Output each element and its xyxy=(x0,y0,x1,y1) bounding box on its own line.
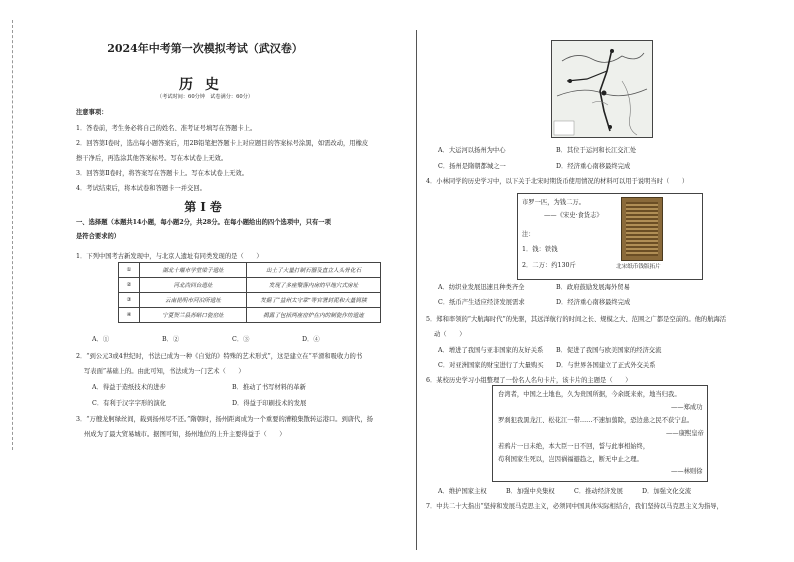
q6-option-a[interactable]: A．维护国家主权 xyxy=(438,488,487,495)
q4-stem: 4．小林同学的历史学习中，以下关于北宋时期货币使用情况的材料可以用于说明当时（ ） xyxy=(426,178,689,185)
section-instructions: 一、选择题（本题共14小题，每小题2分，共28分。在每小题给出的四个选项中，只有一项 xyxy=(76,219,331,226)
q4-option-b[interactable]: B．政府鼓励发展海外贸易 xyxy=(556,284,630,291)
site-cell: 云南昆明市河泊所遗址 xyxy=(140,293,247,308)
site-cell: 河北尚回台遗址 xyxy=(140,278,247,293)
q6-quote-2: 罗刹犯我黑龙江、松花江一带……不速加翦除，恐边患之民不获宁息。 xyxy=(498,417,694,424)
volume-title: 第Ⅰ卷 xyxy=(184,200,226,214)
q6-option-c[interactable]: C．推动经济发展 xyxy=(574,488,623,495)
q3-option-a[interactable]: A．大运河以扬州为中心 xyxy=(438,147,506,154)
q2-option-b[interactable]: B．推动了书写材料的革新 xyxy=(232,384,306,391)
note-item: 擦干净后，再选涂其他答案标号。写在本试卷上无效。 xyxy=(76,155,228,162)
q7-stem: 7．中共二十大指出“坚持和发展马克思主义，必须同中国具体实际相结合，我们坚持以马克思主义为指导， xyxy=(426,503,723,510)
q4-note-2: 2．二万：约130斤 xyxy=(522,262,576,269)
site-cell: 湖北十堰市学堂梁子遗址 xyxy=(140,263,247,278)
q6-option-d[interactable]: D．加强文化交流 xyxy=(642,488,692,495)
q5-option-b[interactable]: B．促进了我国与欧美国家的经济交流 xyxy=(556,347,662,354)
row-number: ② xyxy=(119,278,140,293)
find-cell: 发现了多座聚落内房的早地穴式房址 xyxy=(247,278,381,293)
q6-stem: 6．某校历史学习小组整理了一份名人名句卡片，该卡片的主题是（ ） xyxy=(426,377,632,384)
q4-option-a[interactable]: A．纺织业发展迅速且种类齐全 xyxy=(438,284,525,291)
table-row xyxy=(119,278,381,293)
q2-stem-cont: 写表面”基础上的。由此可知，书法成为一门艺术（ ） xyxy=(84,368,245,375)
q2-option-a[interactable]: A．得益于造纸技术的进步 xyxy=(92,384,166,391)
q6-quote-1: 台湾者，中国之土地也，久为贵国所据，今余既来索，地当归我。 xyxy=(498,391,681,398)
find-cell: 出土了大量打制石器及直立人头骨化石 xyxy=(247,263,381,278)
site-cell: 宁夏贺兰县苏峪口瓷窑址 xyxy=(140,308,247,323)
row-number: ① xyxy=(119,263,140,278)
row-number: ④ xyxy=(119,308,140,323)
exam-meta: （考试时间：60分钟 试卷满分：60分） xyxy=(156,94,254,100)
q4-quote: 市罗一匹，为钱二万。 xyxy=(522,199,585,206)
q5-option-c[interactable]: C．对亚洲国家的财宝进行了大量购买 xyxy=(438,362,544,369)
q6-author-1: ——郑成功 xyxy=(671,404,703,411)
q5-option-d[interactable]: D．与世界各国建立了正式外交关系 xyxy=(556,362,656,369)
q4-option-c[interactable]: C．纸币产生适应经济发展需求 xyxy=(438,299,525,306)
q5-option-a[interactable]: A．增进了我国与亚非国家的友好关系 xyxy=(438,347,544,354)
subject-title: 历史 xyxy=(179,77,231,93)
q3-option-d[interactable]: D．经济重心南移最终完成 xyxy=(556,163,631,170)
q1-option-d[interactable]: D．④ xyxy=(302,336,320,343)
q1-option-b[interactable]: B．② xyxy=(162,336,180,343)
q1-table xyxy=(118,262,381,323)
banknote-rubbing-image xyxy=(621,197,663,261)
note-item: 2．回答第Ⅰ卷时，选出每小题答案后，用2B铅笔把答题卡上对应题目的答案标号涂黑，如需改动，用橡皮 xyxy=(76,140,369,147)
q6-quote-3b: 若鸦片一日未绝，本大臣一日不回，誓与此事相始终， xyxy=(498,443,650,450)
note-item: 3．回答第Ⅱ卷时，将答案写在答题卡上。写在本试卷上无效。 xyxy=(76,170,249,177)
q2-option-c[interactable]: C．有利于汉字字形的演化 xyxy=(92,400,167,407)
q6-author-3: ——林则徐 xyxy=(671,468,703,475)
q4-option-d[interactable]: D．经济重心南移最终完成 xyxy=(556,299,631,306)
note-item: 1．答卷前，考生务必将自己的姓名、准考证号填写在答题卡上。 xyxy=(76,125,257,132)
map-graphic xyxy=(552,41,652,137)
note-item: 4．考试结束后，将本试卷和答题卡一并交回。 xyxy=(76,185,206,192)
q2-option-d[interactable]: D．得益于印刷技术的发展 xyxy=(232,400,307,407)
q2-stem: 2．“到公元3或4世纪时，书法已成为一种《自觉的》特殊的艺术形式”，这是建立在“平滑和吸收力的书 xyxy=(76,353,363,360)
section-instructions-cont: 是符合要求的） xyxy=(76,233,121,240)
find-cell: 发掘了“益州太守章”等官署封泥和大量简牍 xyxy=(247,293,381,308)
grand-canal-map xyxy=(551,40,653,138)
q3-option-b[interactable]: B．其位于运河和长江交汇处 xyxy=(556,147,637,154)
notes-heading: 注意事项： xyxy=(76,109,108,116)
table-row xyxy=(119,308,381,323)
q5-stem-cont: 动（ ） xyxy=(434,331,466,338)
q1-stem: 1．下列中国考古新发现中，与北京人遗址有同类发现的是（ ） xyxy=(76,253,263,260)
table-row xyxy=(119,293,381,308)
q4-note-label: 注： xyxy=(522,231,535,238)
q3-stem-cont: 州成为了最大贸易城市。据图可知，扬州地位的上升主要得益于（ ） xyxy=(84,431,286,438)
q6-quote-3: 苟利国家生死以，岂因祸福避趋之，断无中止之理。 xyxy=(498,456,643,463)
table-row xyxy=(119,263,381,278)
q6-author-2: ——康熙皇帝 xyxy=(666,430,704,437)
exam-title: 2024年中考第一次模拟考试（武汉卷） xyxy=(107,42,303,55)
find-cell: 揭露了包括两座窑炉在内的制瓷作坊遗迹 xyxy=(247,308,381,323)
q4-image-caption: 北宋纸币钱版拓片 xyxy=(616,264,661,270)
q1-option-a[interactable]: A．① xyxy=(92,336,110,343)
q3-stem: 3．“万艘龙舸绿丝间，载到扬州尽不还。”隋朝时，扬州距离成为一个重要的漕粮集散转运港口。到唐代，扬 xyxy=(76,416,373,423)
q1-option-c[interactable]: C．③ xyxy=(232,336,250,343)
q5-stem: 5．郑和率领的“大航海时代”的先驱，其远洋航行的时间之长、规模之大、范围之广都是空前的。他的航海活 xyxy=(426,316,727,323)
q4-note-1: 1．钱：铁钱 xyxy=(522,246,558,253)
q6-option-b[interactable]: B．加强中央集权 xyxy=(506,488,555,495)
column-divider xyxy=(416,30,417,550)
q3-option-c[interactable]: C．扬州是隋朝都城之一 xyxy=(438,163,506,170)
q4-source: ——《宋史·食货志》 xyxy=(544,212,603,219)
row-number: ③ xyxy=(119,293,140,308)
